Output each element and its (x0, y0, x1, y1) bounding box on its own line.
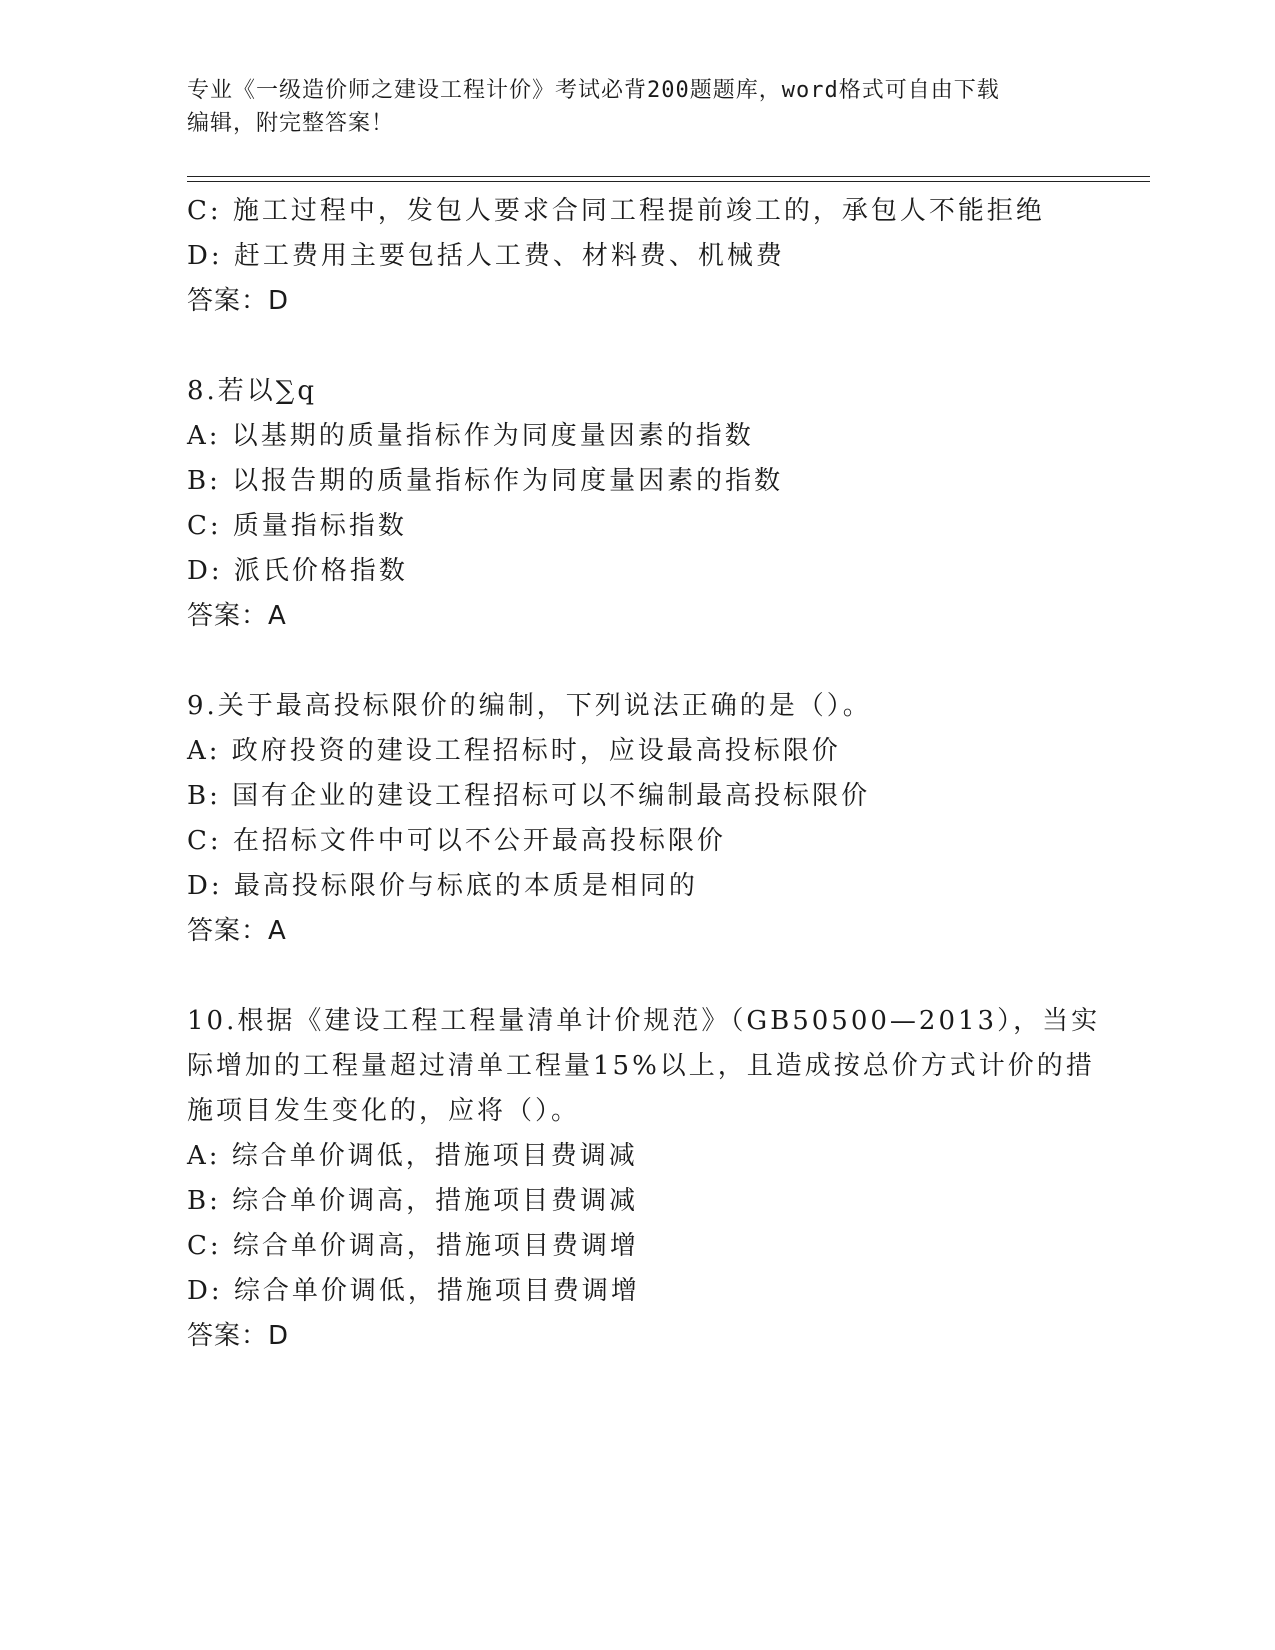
option-d: D: 最高投标限价与标底的本质是相同的 (187, 871, 698, 901)
option-d: D: 派氏价格指数 (187, 556, 408, 586)
option-c: C: 综合单价调高，措施项目费调增 (187, 1231, 639, 1261)
option-a: A: 综合单价调低，措施项目费调减 (187, 1141, 638, 1171)
question-7 (187, 189, 1087, 324)
header-line-1: 专业《一级造价师之建设工程计价》考试必背200题题库，word格式可自由下载 (187, 78, 1000, 103)
question-stem-line-3: 施项目发生变化的，应将（）。 (187, 1096, 581, 1126)
option-c: C: 质量指标指数 (187, 511, 407, 541)
question-8 (187, 369, 1087, 639)
answer: 答案：D (187, 286, 290, 316)
answer: 答案：D (187, 1321, 290, 1351)
option-d: D: 赶工费用主要包括人工费、材料费、机械费 (187, 241, 785, 271)
document-header (187, 74, 1087, 140)
option-b: B: 国有企业的建设工程招标可以不编制最高投标限价 (187, 781, 871, 811)
header-divider-top (187, 176, 1150, 177)
option-c: C: 施工过程中，发包人要求合同工程提前竣工的，承包人不能拒绝 (187, 196, 1045, 226)
spacer (187, 954, 1087, 999)
option-d: D: 综合单价调低，措施项目费调增 (187, 1276, 640, 1306)
question-9 (187, 684, 1087, 954)
header-divider-bottom (187, 181, 1150, 182)
spacer (187, 639, 1087, 684)
answer: 答案：A (187, 916, 287, 946)
question-10 (187, 999, 1101, 1359)
question-stem-line-2: 际增加的工程量超过清单工程量15%以上，且造成按总价方式计价的措 (187, 1051, 1095, 1081)
option-a: A: 政府投资的建设工程招标时，应设最高投标限价 (187, 736, 841, 766)
question-stem: 8.若以∑q (187, 376, 318, 406)
header-line-2: 编辑，附完整答案！ (187, 111, 395, 136)
option-a: A: 以基期的质量指标作为同度量因素的指数 (187, 421, 754, 451)
spacer (187, 324, 1087, 369)
answer: 答案：A (187, 601, 287, 631)
question-stem: 9.关于最高投标限价的编制，下列说法正确的是（）。 (187, 691, 872, 721)
question-stem-line-1: 10.根据《建设工程工程量清单计价规范》（GB50500—2013），当实 (187, 1006, 1101, 1036)
option-b: B: 以报告期的质量指标作为同度量因素的指数 (187, 466, 784, 496)
option-c: C: 在招标文件中可以不公开最高投标限价 (187, 826, 726, 856)
question-list (187, 189, 1101, 1359)
option-b: B: 综合单价调高，措施项目费调减 (187, 1186, 639, 1216)
